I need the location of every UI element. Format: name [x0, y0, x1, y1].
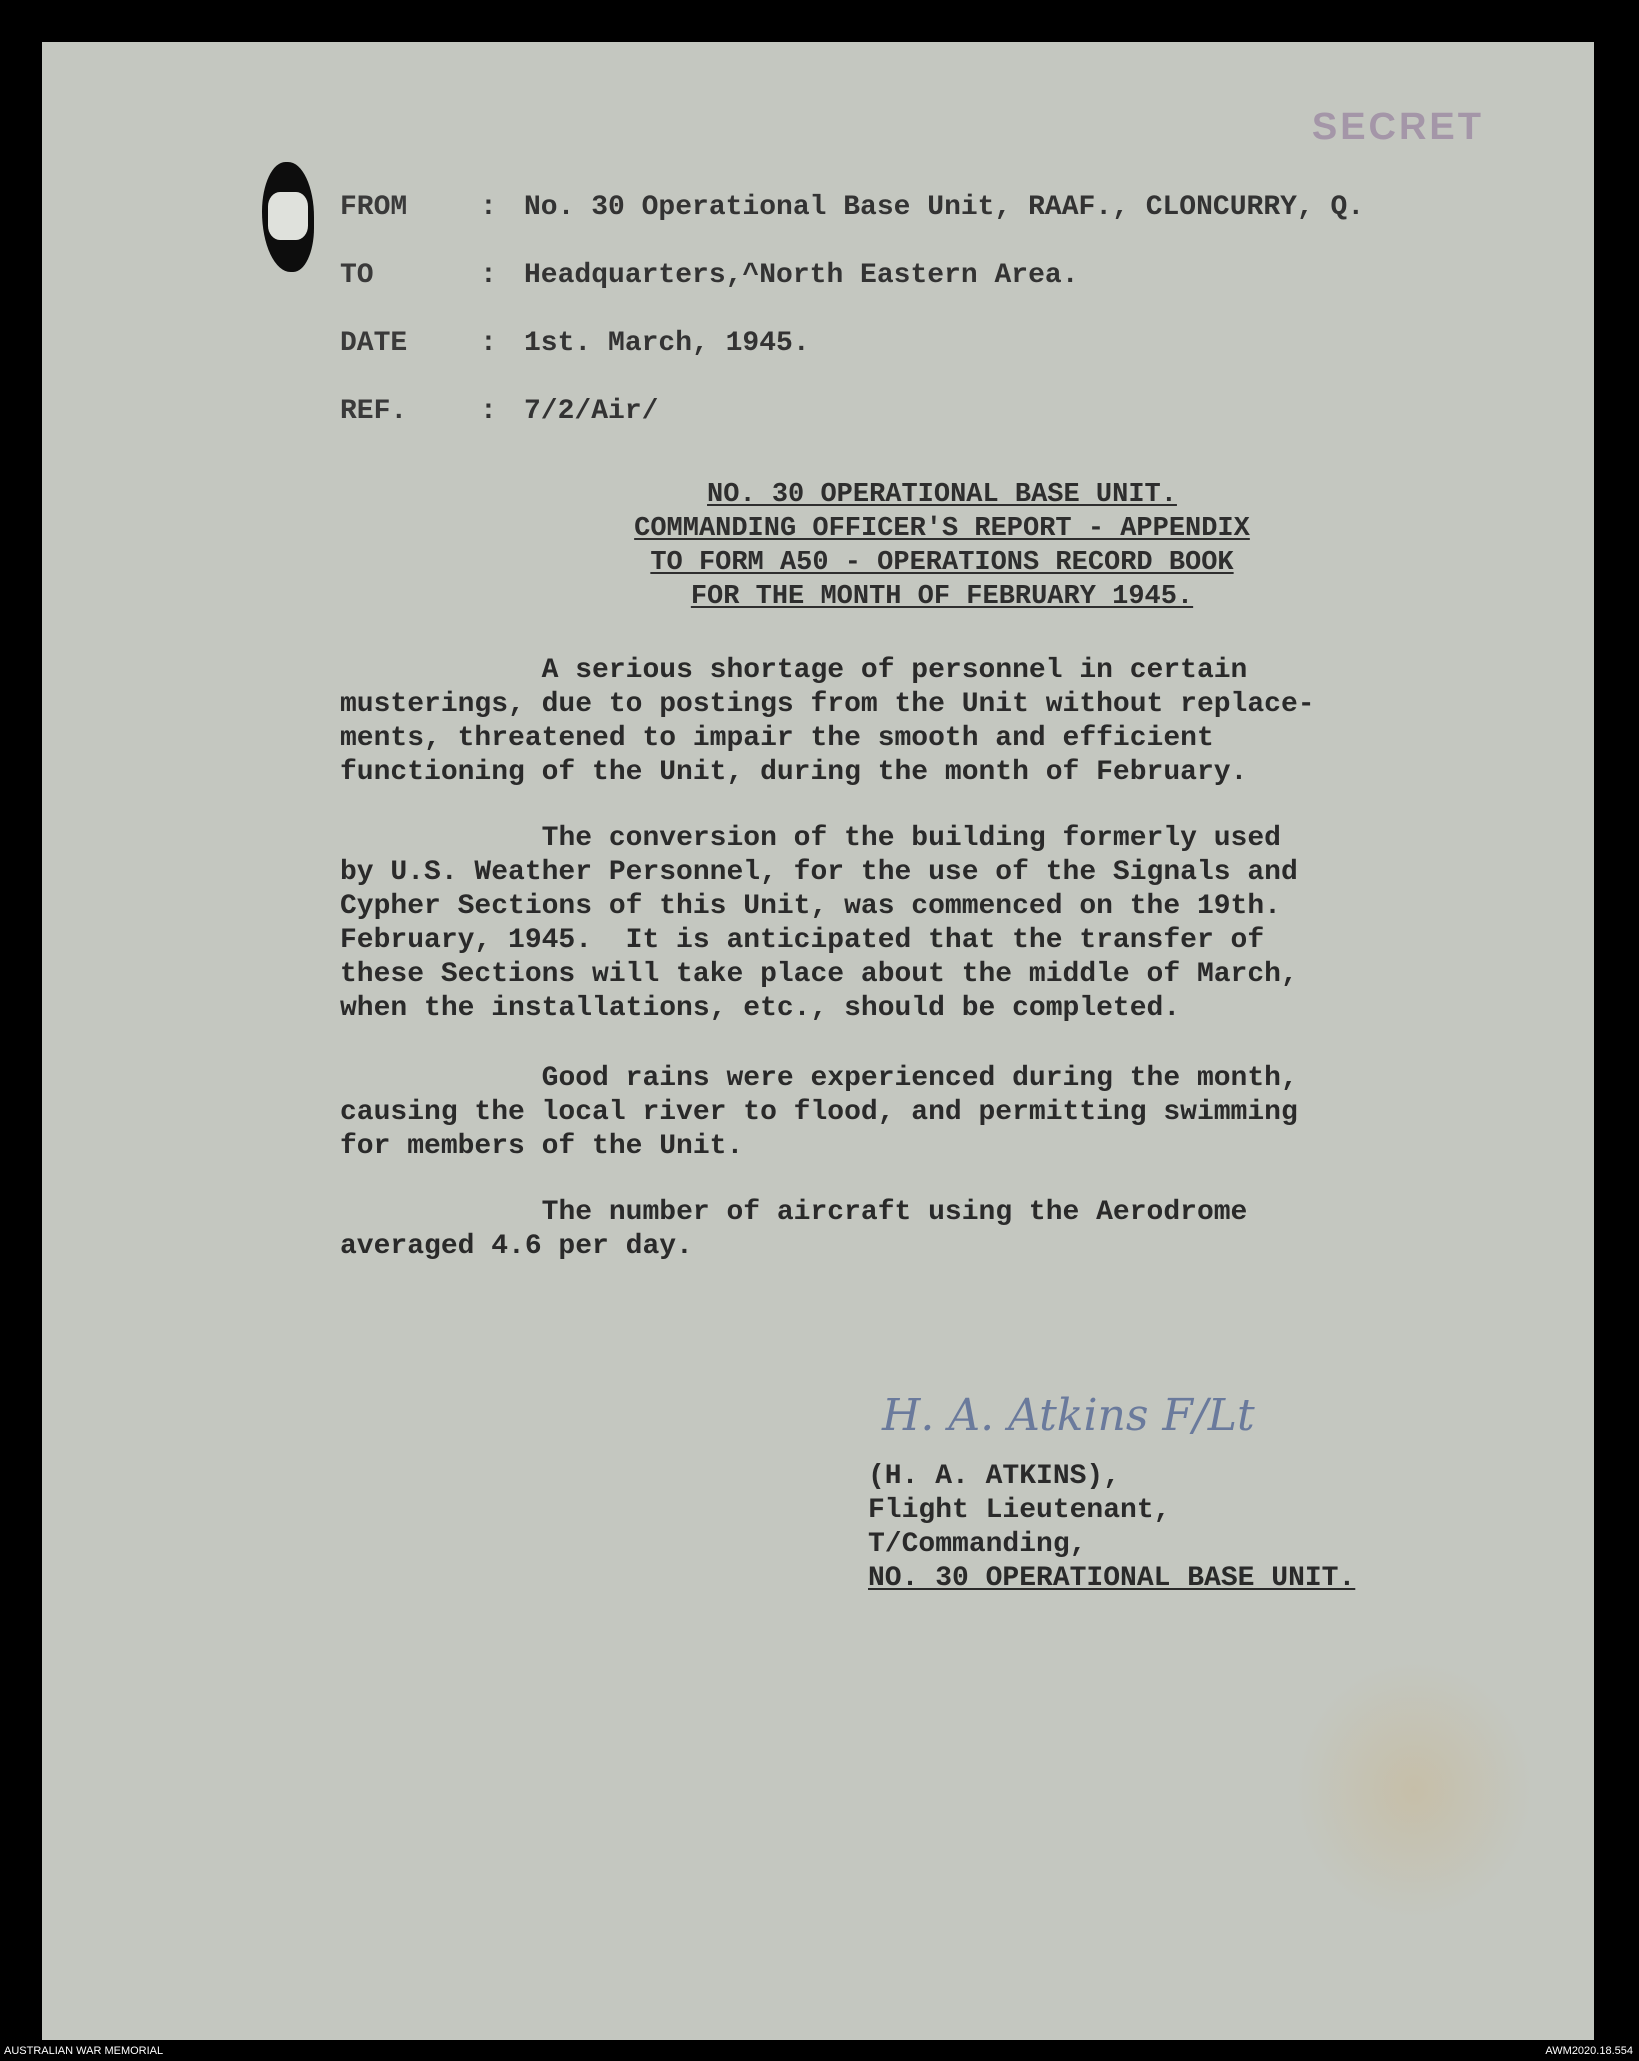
paragraph-building: The conversion of the building formerly used by U.S. Weather Personnel, for the use of the Signals and Cypher Sections of this Unit, was commenced on the 19th. February, 1945. It is anticipated that the transfer of these Sections will take place about the middle of March, when the installations, etc., should be completed. [340, 823, 1298, 1024]
ref-value: 7/2/Air/ [524, 396, 659, 427]
from-row [340, 192, 1364, 223]
signature-block [868, 1460, 1355, 1596]
date-row [340, 328, 810, 359]
signatory-name: (H. A. ATKINS), [868, 1461, 1121, 1492]
to-colon: : [480, 260, 497, 291]
paper-stain [1294, 1660, 1534, 1920]
date-label: DATE [340, 328, 408, 359]
footer-institution: AUSTRALIAN WAR MEMORIAL [4, 2045, 164, 2057]
document-sheet [42, 42, 1594, 2040]
date-colon: : [480, 328, 497, 359]
to-value: Headquarters,^North Eastern Area. [524, 260, 1079, 291]
handwritten-signature: H. A. Atkins F/Lt [882, 1390, 1255, 1441]
signatory-unit: NO. 30 OPERATIONAL BASE UNIT. [868, 1563, 1356, 1594]
title-line-1: NO. 30 OPERATIONAL BASE UNIT. [707, 480, 1177, 510]
signatory-role: T/Commanding, [868, 1529, 1087, 1560]
to-row [340, 260, 1079, 291]
title-line-2: COMMANDING OFFICER'S REPORT - APPENDIX [634, 514, 1250, 544]
title-line-3: TO FORM A50 - OPERATIONS RECORD BOOK [650, 548, 1234, 578]
date-value: 1st. March, 1945. [524, 328, 810, 359]
signatory-rank: Flight Lieutenant, [868, 1495, 1171, 1526]
ref-colon: : [480, 396, 497, 427]
footer-accession-number: AWM2020.18.554 [1545, 2045, 1633, 2057]
punch-hole [262, 162, 314, 272]
ref-row [340, 396, 658, 427]
secret-stamp: SECRET [1311, 106, 1484, 148]
paragraph-rains: Good rains were experienced during the month, causing the local river to flood, and permitting swimming for members of the Unit. [340, 1063, 1298, 1162]
paragraph-personnel: A serious shortage of personnel in certain musterings, due to postings from the Unit without replace- ments, threatened to impair the smooth and efficient functioning of the Unit, during the month of February. [340, 655, 1315, 788]
paragraph-aircraft: The number of aircraft using the Aerodrome averaged 4.6 per day. [340, 1197, 1248, 1262]
from-value: No. 30 Operational Base Unit, RAAF., CLONCURRY, Q. [524, 192, 1365, 223]
title-line-4: FOR THE MONTH OF FEBRUARY 1945. [690, 582, 1194, 612]
to-label: TO [340, 260, 374, 291]
ref-label: REF. [340, 396, 408, 427]
from-label: FROM [340, 192, 408, 223]
from-colon: : [480, 192, 497, 223]
report-title [542, 478, 1342, 614]
